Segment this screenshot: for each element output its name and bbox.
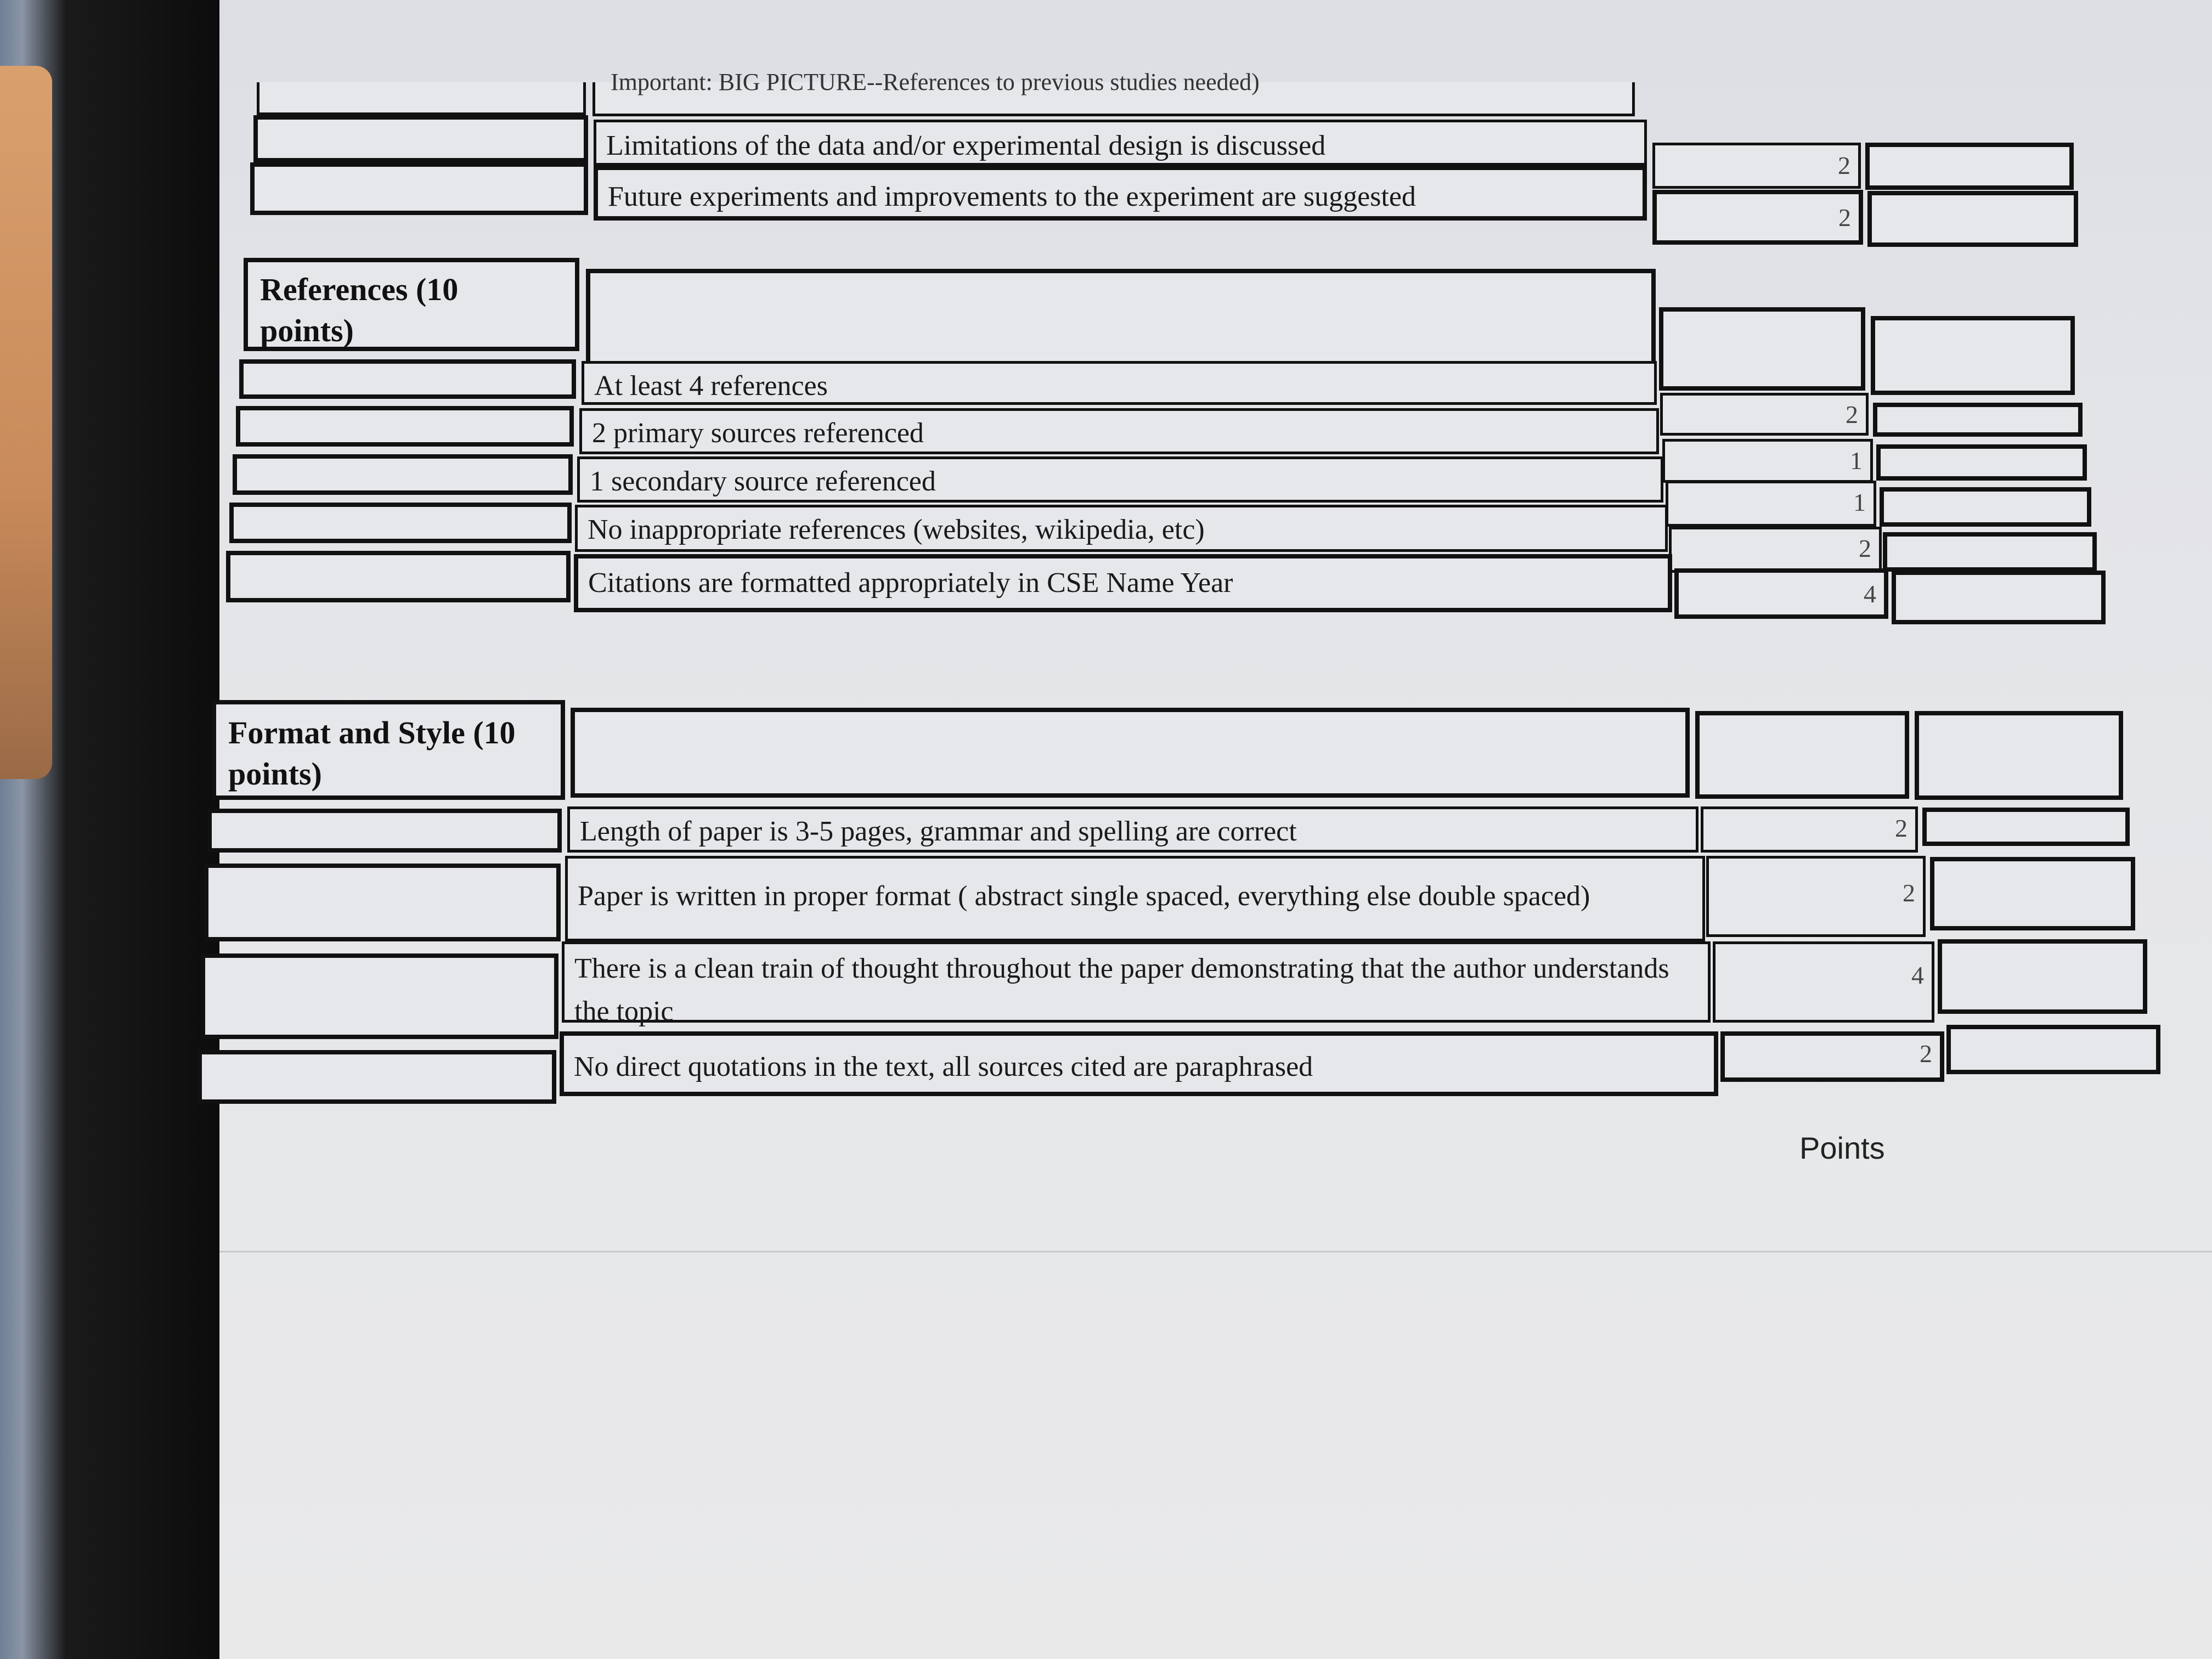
references-row-5-description: Citations are formatted appropriately in CSE Name Year <box>588 567 1233 599</box>
points-label: Points <box>1799 1131 1885 1165</box>
references-row-2-description: 2 primary sources referenced <box>592 417 924 449</box>
format-row-1-points-cell <box>1701 806 1918 853</box>
references-heading-grade-cell <box>1871 316 2075 395</box>
discussion-row-1-points: 2 <box>1838 151 1850 179</box>
format-heading-grade-cell <box>1915 711 2123 800</box>
references-row-3-desc-cell <box>577 456 1663 503</box>
discussion-row-1-score-cell <box>253 115 588 162</box>
references-row-2-points: 1 <box>1850 447 1863 475</box>
format-row-3-description: There is a clean train of thought throughout the paper demonstrating that the author understands the topic <box>574 953 1669 1027</box>
format-row-1-points: 2 <box>1895 814 1908 842</box>
rubric-document <box>219 0 2212 1659</box>
references-row-1-description: At least 4 references <box>594 370 828 402</box>
discussion-row-2-points: 2 <box>1838 204 1851 232</box>
format-row-2-points-cell <box>1706 856 1926 937</box>
format-row-1-desc-cell <box>567 806 1699 853</box>
format-row-3-points: 4 <box>1911 961 1924 989</box>
format-row-3-score-cell <box>201 953 558 1039</box>
discussion-row-1-grade-cell[interactable] <box>1865 143 2074 190</box>
references-row-2-score-cell <box>236 406 574 447</box>
background-object <box>0 66 52 779</box>
format-row-2-description: Paper is written in proper format ( abstract single spaced, everything else double spaced) <box>578 881 1590 912</box>
discussion-row-2-grade-cell[interactable] <box>1867 191 2078 247</box>
format-row-4-points-cell <box>1720 1031 1944 1082</box>
references-heading-cell <box>244 258 579 351</box>
references-row-2-desc-cell <box>579 408 1659 454</box>
references-row-4-score-cell <box>229 503 572 543</box>
partial-row-left-cell <box>257 82 586 115</box>
references-row-5-points: 4 <box>1864 580 1876 608</box>
references-row-3-points: 1 <box>1853 488 1866 516</box>
format-row-3-desc-cell <box>562 941 1711 1027</box>
references-row-3-grade-cell[interactable] <box>1880 487 2091 527</box>
format-row-2-desc-cell <box>565 856 1705 941</box>
format-row-2-grade-cell[interactable] <box>1930 857 2135 930</box>
format-heading-desc-cell <box>571 708 1690 798</box>
discussion-row-1-points-cell <box>1652 143 1861 189</box>
discussion-row-2-desc-cell <box>594 166 1647 221</box>
references-row-3-description: 1 secondary source referenced <box>590 466 936 497</box>
references-row-4-description: No inappropriate references (websites, wikipedia, etc) <box>588 514 1205 545</box>
references-row-1-desc-cell <box>582 361 1657 405</box>
format-heading-points-cell <box>1695 711 1909 799</box>
references-row-5-score-cell <box>226 551 571 602</box>
discussion-row-2-score-cell <box>250 162 588 215</box>
section-divider <box>219 1251 2212 1252</box>
format-heading: Format and Style (10 points) <box>228 715 516 792</box>
discussion-row-1-description: Limitations of the data and/or experimental design is discussed <box>606 130 1326 161</box>
references-row-5-points-cell <box>1674 568 1888 619</box>
references-row-5-desc-cell <box>574 554 1672 612</box>
format-row-1-grade-cell[interactable] <box>1922 808 2130 846</box>
screen <box>219 0 2212 1659</box>
references-heading: References (10 points) <box>260 272 459 349</box>
format-row-4-score-cell <box>198 1050 556 1104</box>
references-row-2-grade-cell[interactable] <box>1876 444 2087 481</box>
format-row-3-grade-cell[interactable] <box>1938 939 2147 1014</box>
references-row-4-desc-cell <box>575 505 1668 552</box>
discussion-row-2-description: Future experiments and improvements to the experiment are suggested <box>608 181 1416 212</box>
references-row-1-score-cell <box>239 359 576 399</box>
format-row-1-description: Length of paper is 3-5 pages, grammar and spelling are correct <box>580 816 1297 847</box>
discussion-row-1-desc-cell <box>594 120 1647 166</box>
discussion-row-2-points-cell <box>1652 190 1863 245</box>
references-row-5-grade-cell[interactable] <box>1892 571 2106 624</box>
format-heading-cell <box>212 700 565 800</box>
references-row-2-points-cell <box>1662 439 1873 483</box>
references-row-1-grade-cell[interactable] <box>1873 403 2083 437</box>
references-row-4-points: 2 <box>1859 534 1871 562</box>
references-row-1-points: 2 <box>1846 400 1858 428</box>
references-row-4-grade-cell[interactable] <box>1883 532 2097 572</box>
format-row-4-grade-cell[interactable] <box>1946 1025 2160 1074</box>
format-row-1-score-cell <box>207 809 562 853</box>
format-row-4-description: No direct quotations in the text, all sources cited are paraphrased <box>574 1051 1313 1082</box>
format-row-4-desc-cell <box>560 1031 1718 1096</box>
partial-row-desc-cell <box>592 69 1635 116</box>
format-row-2-points: 2 <box>1903 879 1915 907</box>
references-heading-points-cell <box>1659 307 1865 391</box>
references-row-4-points-cell <box>1669 527 1882 573</box>
references-row-3-score-cell <box>233 454 573 495</box>
format-row-3-points-cell <box>1713 941 1934 1023</box>
references-row-1-points-cell <box>1660 393 1869 436</box>
references-row-3-points-cell <box>1666 481 1876 527</box>
partial-row-description: Important: BIG PICTURE--References to previous studies needed) <box>611 69 1260 95</box>
format-row-2-score-cell <box>204 864 561 941</box>
format-row-4-points: 2 <box>1920 1040 1932 1068</box>
